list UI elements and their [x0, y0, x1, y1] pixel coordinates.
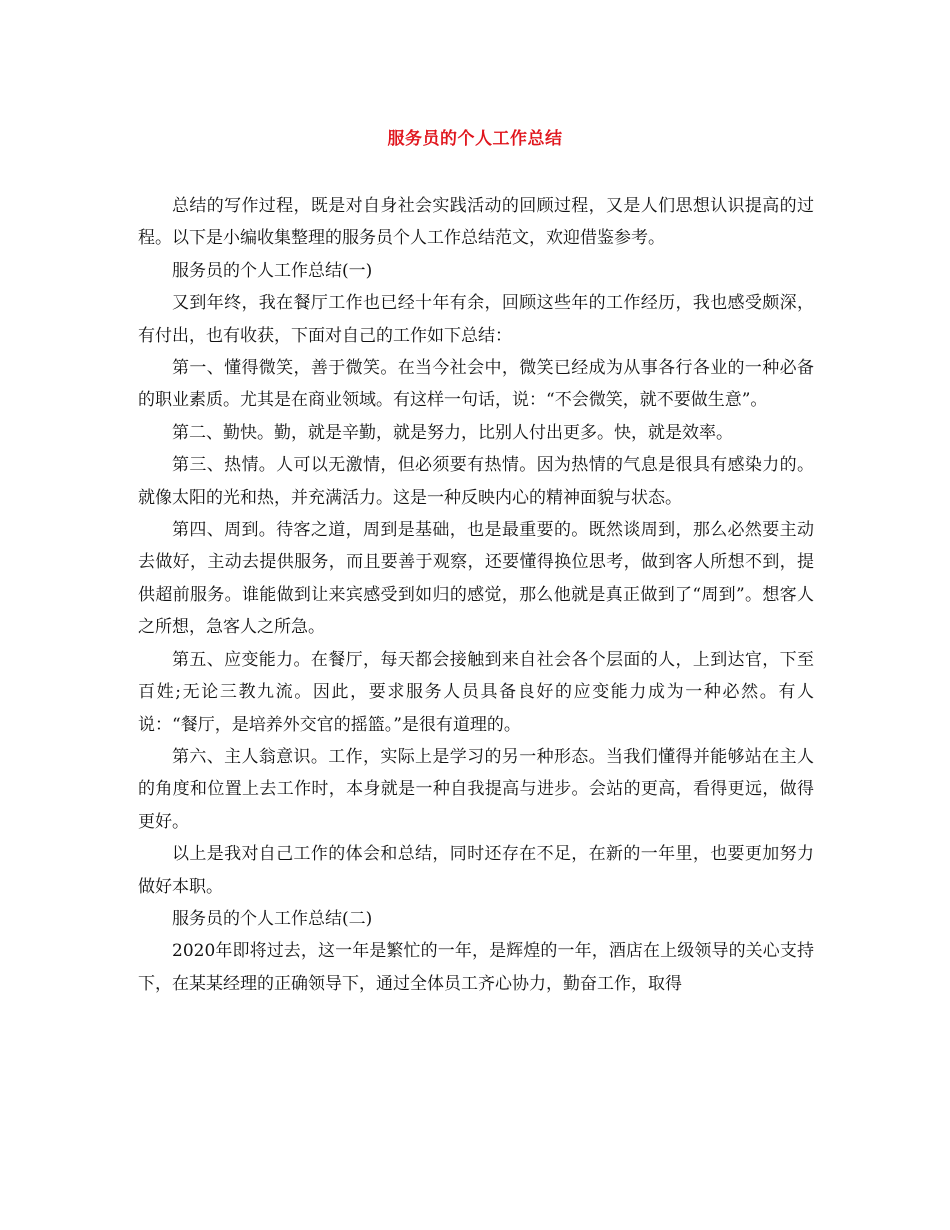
- paragraph: 第二、勤快。勤，就是辛勤，就是努力，比别人付出更多。快，就是效率。: [172, 422, 733, 443]
- paragraph: 第一、懂得微笑，善于微笑。在当今社会中，微笑已经成为从事各行各业的一种必备的职业素质。尤其是在商业领域。有这样一句话，说：“不会微笑，就不要做生意”。: [138, 358, 814, 411]
- paragraph: 第五、应变能力。在餐厅，每天都会接触到来自社会各个层面的人，上到达官，下至百姓;无论三教九流。因此，要求服务人员具备良好的应变能力成为一种必然。有人说：“餐厅，是培养外交官的摇篮。”是很有道理的。: [138, 649, 814, 735]
- document-body: [138, 190, 814, 1000]
- document-title: 服务员的个人工作总结: [387, 129, 563, 149]
- paragraph: 又到年终，我在餐厅工作也已经十年有余，回顾这些年的工作经历，我也感受颇深，有付出，也有收获，下面对自己的工作如下总结：: [138, 293, 814, 346]
- section-heading-2: 服务员的个人工作总结(二): [172, 908, 373, 929]
- paragraph: 第六、主人翁意识。工作，实际上是学习的另一种形态。当我们懂得并能够站在主人的角度和位置上去工作时，本身就是一种自我提高与进步。会站的更高，看得更远，做得更好。: [138, 746, 814, 832]
- paragraph-intro: 总结的写作过程，既是对自身社会实践活动的回顾过程，又是人们思想认识提高的过程。以下是小编收集整理的服务员个人工作总结范文，欢迎借鉴参考。: [138, 196, 814, 249]
- paragraph: 2020年即将过去，这一年是繁忙的一年，是辉煌的一年，酒店在上级领导的关心支持下，在某某经理的正确领导下，通过全体员工齐心协力，勤奋工作，取得: [138, 941, 814, 994]
- section-heading-1: 服务员的个人工作总结(一): [172, 260, 373, 281]
- paragraph: 第三、热情。人可以无激情，但必须要有热情。因为热情的气息是很具有感染力的。就像太阳的光和热，并充满活力。这是一种反映内心的精神面貌与状态。: [138, 455, 814, 508]
- paragraph: 第四、周到。待客之道，周到是基础，也是最重要的。既然谈周到，那么必然要主动去做好，主动去提供服务，而且要善于观察，还要懂得换位思考，做到客人所想不到，提供超前服务。谁能做到让来宾感受到如归的感觉，那么他就是真正做到了“周到”。想客人之所想，急客人之所急。: [138, 520, 814, 638]
- paragraph: 以上是我对自己工作的体会和总结，同时还存在不足，在新的一年里，也要更加努力做好本职。: [138, 844, 814, 897]
